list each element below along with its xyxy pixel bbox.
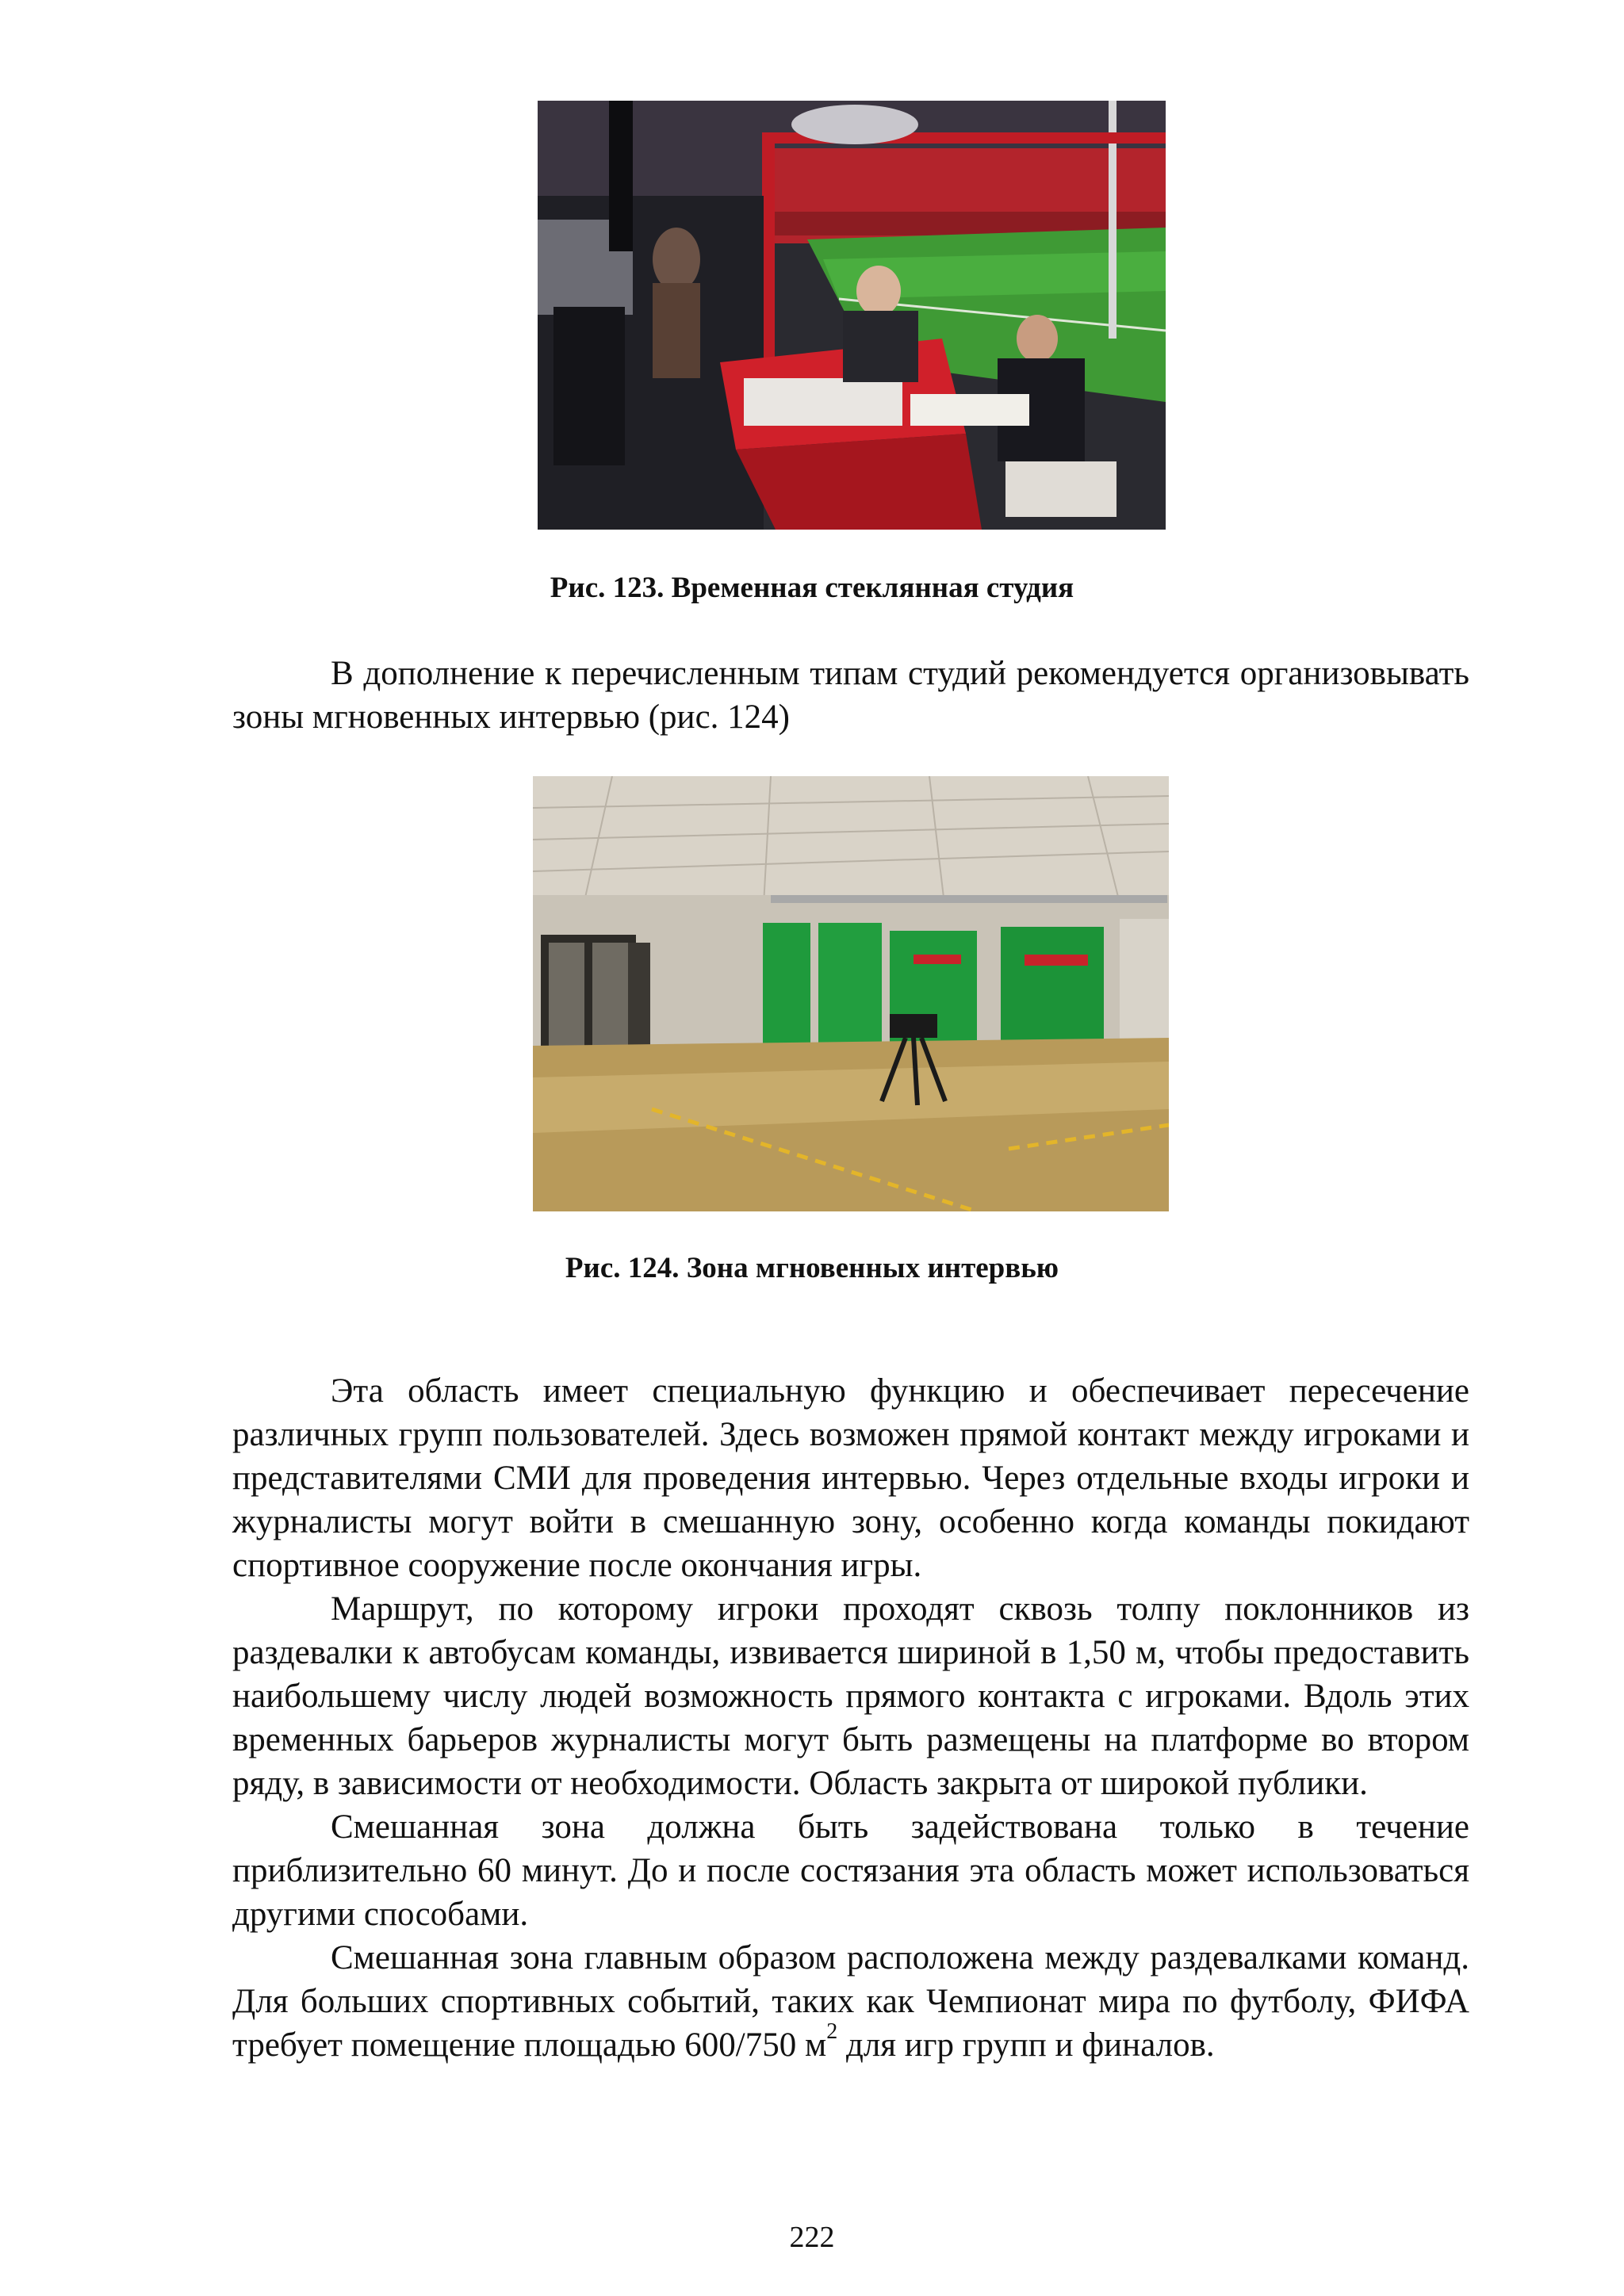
figure-interview-zone-photo xyxy=(533,776,1169,1211)
paragraph-text: для игр групп и финалов. xyxy=(837,2026,1215,2064)
paragraph: Эта область имеет специальную функцию и обеспечивает пересечение различных групп пользователей. Здесь возможен прямой контакт между игроками и представителями СМИ для проведения интервью. Через отдельные входы игроки и журналисты могут войти в смешанную зону, особенно когда команды покидают спортивное сооружение после окончания игры. xyxy=(232,1372,1469,1584)
glass-studio-image xyxy=(538,101,1166,530)
paragraph xyxy=(232,1936,1469,2067)
interview-zone-image xyxy=(533,776,1169,1211)
paragraph: Смешанная зона должна быть задействована только в течение приблизительно 60 минут. До и после состязания эта область может использоваться другими способами. xyxy=(232,1808,1469,1933)
superscript: 2 xyxy=(826,2019,838,2044)
body-text xyxy=(232,1369,1469,2067)
figure-glass-studio-photo xyxy=(538,101,1166,530)
paragraph: Маршрут, по которому игроки проходят сквозь толпу поклонников из раздевалки к автобусам команды, извивается шириной в 1,50 м, чтобы предоставить наибольшему числу людей возможность прямого контакта с игроками. Вдоль этих временных барьеров журналисты могут быть размещены на платформе во втором ряду, в зависимости от необходимости. Область закрыта от широкой публики. xyxy=(232,1590,1469,1802)
page-number: 222 xyxy=(789,2221,835,2254)
intro-text xyxy=(232,652,1469,739)
paragraph: В дополнение к перечисленным типам студий рекомендуется организовывать зоны мгновенных интервью (рис. 124) xyxy=(232,655,1469,736)
figure-caption: Рис. 124. Зона мгновенных интервью xyxy=(565,1252,1059,1284)
paragraph-text: Смешанная зона главным образом расположена между раздевалками команд. Для больших спортивных событий, таких как Чемпионат мира по футболу, ФИФА требует помещение площадью 600/750 м xyxy=(232,1939,1469,2064)
figure-caption: Рис. 123. Временная стеклянная студия xyxy=(550,572,1074,604)
